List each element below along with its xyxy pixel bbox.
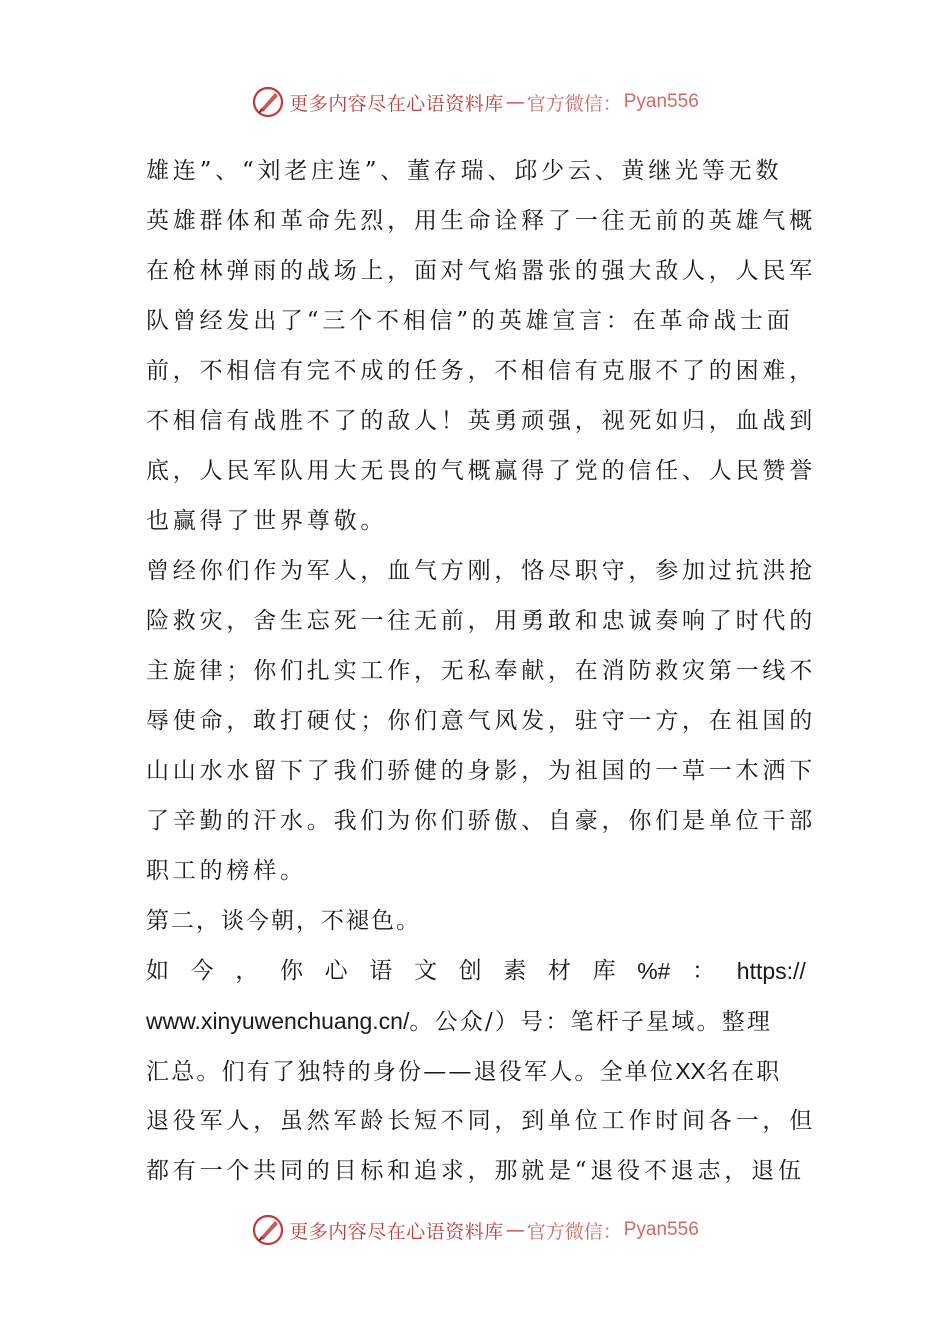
quill-seal-icon <box>251 85 285 119</box>
section-heading: 第二，谈今朝，不褪色。 <box>146 908 421 934</box>
document-body <box>146 146 816 1196</box>
text-line: 在枪林弹雨的战场上，面对气焰嚣张的强大敌人，人民军 <box>146 258 816 284</box>
text-line: 辱使命，敢打硬仗；你们意气风发，驻守一方，在祖国的 <box>146 708 816 734</box>
text-segment: 名在职 <box>705 1059 782 1085</box>
spread-char: ， <box>235 958 259 984</box>
spread-char: 素 <box>503 958 527 984</box>
text-line: 曾经你们作为军人，血气方刚，恪尽职守，参加过抗洪抢 <box>146 558 816 584</box>
text-line: 山山水水留下了我们骄健的身影，为祖国的一草一木洒下 <box>146 758 816 784</box>
text-line: 不相信有战胜不了的敌人！英勇顽强，视死如归，血战到 <box>146 408 816 434</box>
spread-char: ： <box>692 958 716 984</box>
footer-banner <box>0 1210 950 1250</box>
spread-char: 材 <box>547 958 571 984</box>
spread-char: 今 <box>190 958 214 984</box>
wechat-label: 官方微信： <box>526 92 622 115</box>
wechat-id: Pyan556 <box>623 1219 699 1240</box>
text-line: 底，人民军队用大无畏的气概赢得了党的信任、人民赞誉 <box>146 458 816 484</box>
text-line: 前，不相信有完不成的任务，不相信有克服不了的困难， <box>146 358 816 384</box>
placeholder-xx: XX <box>675 1058 706 1084</box>
text-line: 职工的榜样。 <box>146 858 307 884</box>
url-prefix: https:// <box>736 958 806 984</box>
text-line <box>146 1046 806 1096</box>
banner-dash: — <box>505 1219 525 1241</box>
wechat-label: 官方微信： <box>526 1220 622 1243</box>
spread-char: 如 <box>146 958 169 984</box>
text-line: 雄连”、“刘老庄连”、董存瑞、邱少云、黄继光等无数 <box>146 158 783 184</box>
site-name: 更多内容尽在心语资料库 <box>289 92 504 115</box>
spread-char: 文 <box>413 958 437 984</box>
text-line: 也赢得了世界尊敬。 <box>146 508 388 534</box>
quill-seal-icon <box>251 1213 285 1247</box>
text-line: 队曾经发出了“三个不相信”的英雄宣言：在革命战士面 <box>146 308 794 334</box>
url-text: www.xinyuwenchuang.cn/ <box>146 1008 410 1034</box>
text-line: 主旋律；你们扎实工作，无私奉献，在消防救灾第一线不 <box>146 658 816 684</box>
spread-char: 心 <box>324 958 348 984</box>
spread-text-line <box>146 946 806 996</box>
spread-char: 语 <box>369 958 393 984</box>
text-line: 英雄群体和革命先烈，用生命诠释了一往无前的英雄气概 <box>146 208 816 234</box>
text-line: 都有一个共同的目标和追求，那就是“退役不退志，退伍 <box>146 1158 805 1184</box>
spread-char: 你 <box>279 958 303 984</box>
spread-char: 库 <box>592 958 616 984</box>
site-name: 更多内容尽在心语资料库 <box>289 1220 504 1243</box>
wechat-id: Pyan556 <box>623 91 699 112</box>
text-line: 退役军人，虽然军龄长短不同，到单位工作时间各一，但 <box>146 1108 816 1134</box>
url-tail: 。公众/）号：笔杆子星域。整理 <box>409 1009 773 1035</box>
text-line: 了辛勤的汗水。我们为你们骄傲、自豪，你们是单位干部 <box>146 808 816 834</box>
banner-dash: — <box>505 91 525 113</box>
text-line: 险救灾，舍生忘死一往无前，用勇敢和忠诚奏响了时代的 <box>146 608 816 634</box>
spread-char: %# <box>637 958 671 984</box>
text-line <box>146 996 806 1046</box>
header-banner <box>0 82 950 122</box>
text-segment: 汇总。们有了独特的身份——退役军人。全单位 <box>146 1059 676 1085</box>
spread-char: 创 <box>458 958 482 984</box>
